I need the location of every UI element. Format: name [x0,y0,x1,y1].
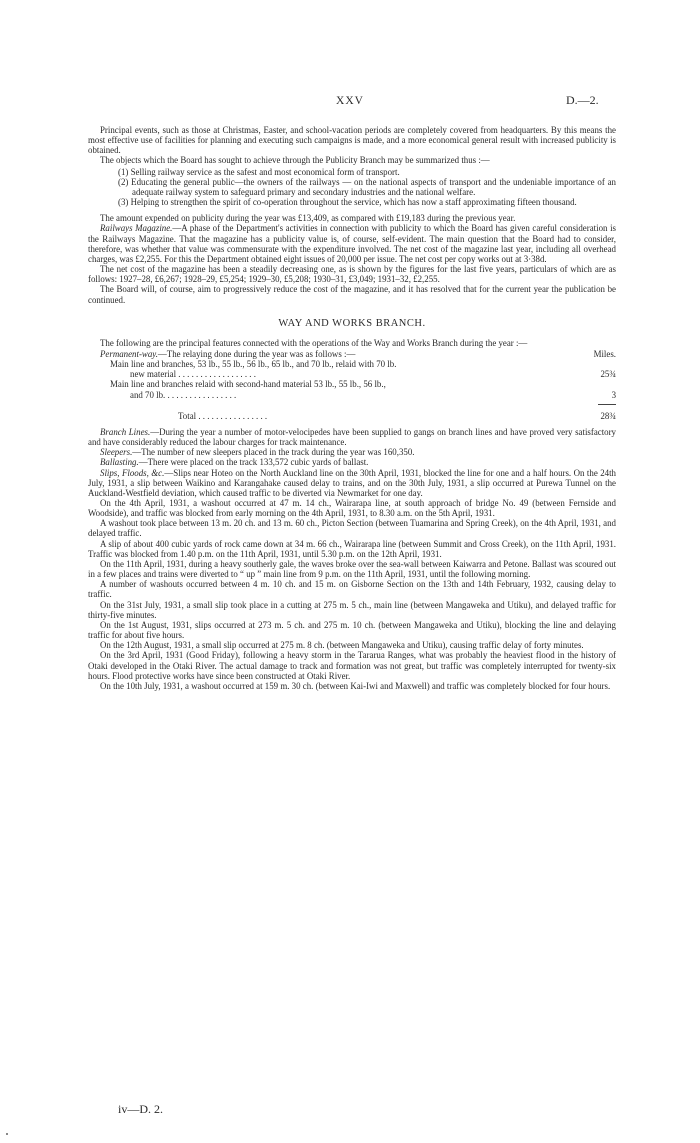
paragraph-incident: On the 1st August, 1931, slips occurred at 273 m. 5 ch. and 275 m. 10 ch. (between Mangaweka and Utiku), blocking the line and delaying traffic for about five hours. [88,619,616,641]
paragraph-incident: On the 31st July, 1931, a small slip took place in a cutting at 275 m. 5 ch., main line (between Mangaweka and Utiku), and delayed traffic for thirty-five minutes. [88,599,616,620]
report-reference: D.—2. [566,93,599,107]
table-row: and 70 lb. . . . . . . . . . . . . . . . . 3 [130,389,616,400]
paragraph-branch-lines: Branch Lines.—During the year a number of motor-velocipedes have been supplied to gangs on branch lines and have proved very satisfactory and have considerably reduced the labour charges for track maintenance. [88,426,616,448]
paragraph-incident: On the 10th July, 1931, a washout occurred at 159 m. 30 ch. (between Kai-Iwi and Maxwell) and traffic was completely blocked for four hours. [100,680,611,691]
paragraph-way-works-intro: The following are the principal features connected with the operations of the Way and Works Branch during the year :— [100,337,528,348]
paragraph-incident: On the 11th April, 1931, during a heavy southerly gale, the waves broke over the sea-wall between Kaiwarra and Petone. Ballast was scoured out in a few places and trains were diverted to “ up ” main line from 9 p.m. on the 11th April, 1931, until the following morning. [88,558,616,580]
paragraph-magazine: Railways Magazine.—A phase of the Department's activities in connection with publicity to which the Board has given careful consideration is the Railways Magazine. That the magazine has a publicity value is, of course, self-evident. The main question that the Board had to consider, therefore, was whether that value was commensurate with the expenditure involved. The net cost of the magazine last year, including all overhead charges, was £2,255. For this the Department obtained eight issues of 20,000 per issue. The net cost per copy works out at 3·38d. [88,223,616,264]
permanent-way-heading-row: Permanent-way.—The relaying done during the year was as follows :— Miles. [100,348,616,359]
body-text [88,125,616,691]
paragraph-slips: Slips, Floods, &c.—Slips near Hoteo on the North Auckland line on the 30th April, 1931, blocked the line for one and a half hours. On the 24th July, 1931, a slip between Waikino and Karangahake caused delay to trains, and on the 30th July, 1931, a slip occurred at Purewa Tunnel on the Auckland-Westfield deviation, which caused traffic to be diverted via Newmarket for one day. [88,467,616,498]
list-item: (2) Educating the general public—the owners of the railways — on the national aspects of transport and the undeniable importance of an adequate railway system to safeguard primary and secondary industries and the national welfare. [118,176,616,197]
table-row: Main line and branches relaid with second-hand material 53 lb., 55 lb., 56 lb., [110,379,386,390]
paragraph-publicity-events: Principal events, such as those at Christmas, Easter, and school-vacation periods are completely covered from headquarters. By this means the most effective use of facilities for planning and executing such campaigns is made, and a more economical general result with increased publicity is obtained. [88,125,616,156]
paragraph-incident: On the 3rd April, 1931 (Good Friday), following a heavy storm in the Tararua Ranges, what was probably the heaviest flood in the history of Otaki developed in the Otaki River. The actual damage to track and formation was not great, but traffic was completely interrupted for twenty-six hours. Flood protective works have since been constructed at Otaki River. [88,650,616,681]
total-rule [598,404,616,405]
total-row: Total . . . . . . . . . . . . . . . . 28¾ [178,410,616,421]
paragraph-incident: On the 12th August, 1931, a small slip occurred at 275 m. 8 ch. (between Mangaweka and Utiku), causing traffic delay of forty minutes. [100,640,584,651]
permanent-way-table [88,349,616,421]
row-value: 3 [611,389,616,400]
magazine-heading: Railways Magazine. [100,223,173,234]
total-value: 28¾ [600,410,616,421]
row-value: 25¾ [600,369,616,380]
paragraph-sleepers: Sleepers.—The number of new sleepers placed in the track during the year was 160,350. [100,447,415,458]
objects-list [88,167,616,208]
page-numeral: XXV [336,95,364,107]
scan-speck [6,1133,8,1135]
paragraph-publicity-objects: The objects which the Board has sought to achieve through the Publicity Branch may be summarized thus :— [100,155,490,166]
signature-mark: iv—D. 2. [118,1102,163,1116]
section-title: WAY AND WORKS BRANCH. [278,317,426,329]
paragraph-incident: On the 4th April, 1931, a washout occurred at 47 m. 14 ch., Wairarapa line, at south approach of bridge No. 49 (between Fernside and Woodside), and traffic was blocked from early morning on the 4th April, 1931, to 8.30 a.m. on the 5th April, 1931. [88,498,616,519]
list-item: (3) Helping to strengthen the spirit of co-operation throughout the service, which has now a staff approximating fifteen thousand. [118,197,577,208]
paragraph-incident: A number of washouts occurred between 4 m. 10 ch. and 15 m. on Gisborne Section on the 13th and 14th February, 1932, causing delay to traffic. [88,579,616,600]
paragraph-ballasting: Ballasting.—There were placed on the track 133,572 cubic yards of ballast. [100,457,369,468]
paragraph-incident: A slip of about 400 cubic yards of rock came down at 34 m. 66 ch., Wairarapa line (between Summit and Cross Creek), on the 11th April, 1931. Traffic was blocked from 1.40 p.m. on the 11th April, 1931, until 5.30 p.m. on the 12th April, 1931. [88,538,616,559]
unit-label: Miles. [593,348,616,359]
list-item: (1) Selling railway service as the safest and most economical form of transport. [118,166,400,177]
permanent-way-heading: Permanent-way. [100,348,158,359]
paragraph-incident: A washout took place between 13 m. 20 ch. and 13 m. 60 ch., Picton Section (between Tuamarina and Spring Creek), on the 4th April, 1931, and delayed traffic. [88,518,616,539]
table-row: new material . . . . . . . . . . . . . . . . . . 25¾ [130,369,616,380]
paragraph-magazine-costs: The net cost of the magazine has been a steadily decreasing one, as is shown by the figures for the last five years, particulars of which are as follows: 1927–28, £6,267; 1928–29, £5,254; 1929–30, £5,208; 1930–31, £3,049; 1931–32, £2,255. [88,264,616,285]
paragraph-magazine-continued: The Board will, of course, aim to progressively reduce the cost of the magazine, and it has resolved that for the current year the publication be continued. [88,284,616,305]
paragraph-publicity-expenditure: The amount expended on publicity during the year was £13,409, as compared with £19,183 during the previous year. [100,213,516,224]
table-row: Main line and branches, 53 lb., 55 lb., 56 lb., 65 lb., and 70 lb., relaid with 70 lb. [110,359,397,370]
